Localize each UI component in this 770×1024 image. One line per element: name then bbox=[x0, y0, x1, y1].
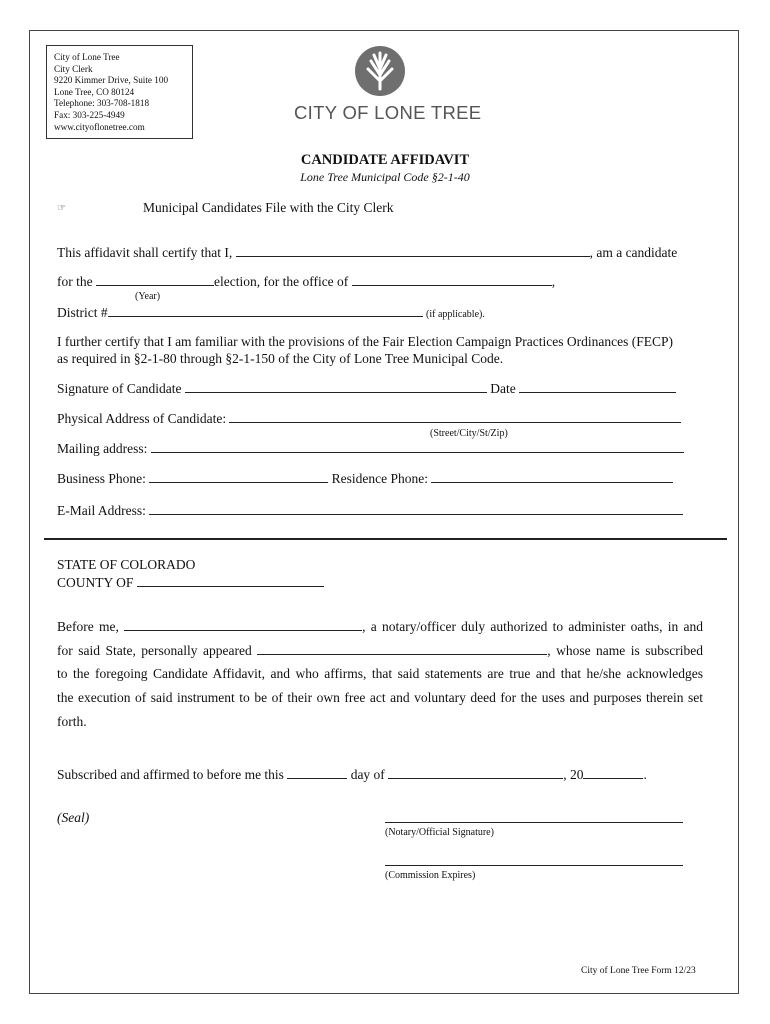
residence-phone-label: Residence Phone: bbox=[331, 471, 428, 486]
appeared-name-field[interactable] bbox=[257, 642, 547, 655]
address-line: 9220 Kimmer Drive, Suite 100 bbox=[54, 75, 169, 86]
year-field[interactable] bbox=[583, 766, 643, 779]
date-label: Date bbox=[490, 381, 516, 396]
notary-signature-field[interactable] bbox=[385, 822, 683, 823]
address-line: Lone Tree, CO 80124 bbox=[54, 86, 135, 97]
county-label: COUNTY OF bbox=[57, 575, 134, 590]
commission-expires-field[interactable] bbox=[385, 865, 683, 866]
district-field[interactable] bbox=[108, 304, 423, 317]
election-office-label: election, for the office of bbox=[213, 274, 349, 289]
candidate-name-field[interactable] bbox=[236, 244, 590, 257]
year-hint: (Year) bbox=[135, 291, 161, 302]
county-field[interactable] bbox=[137, 574, 324, 587]
election-line bbox=[57, 273, 555, 290]
certify-prefix: This affidavit shall certify that I, bbox=[57, 245, 233, 260]
business-phone-field[interactable] bbox=[149, 470, 328, 483]
if-applicable-hint: (if applicable). bbox=[426, 309, 485, 320]
page-subtitle: Lone Tree Municipal Code §2-1-40 bbox=[300, 170, 470, 184]
mailing-address-label: Mailing address: bbox=[57, 441, 148, 456]
address-line: City Clerk bbox=[54, 63, 93, 74]
physical-address-label: Physical Address of Candidate: bbox=[57, 411, 227, 426]
section-divider bbox=[44, 538, 727, 540]
email-label: E-Mail Address: bbox=[57, 503, 146, 518]
mailing-address-line bbox=[57, 440, 684, 457]
email-field[interactable] bbox=[149, 502, 683, 515]
before-me-label: Before me, bbox=[57, 619, 119, 634]
subscribed-line bbox=[57, 766, 647, 783]
notary-authority-text: , a notary/officer duly authorized to administer oaths, in and bbox=[362, 619, 703, 634]
day-of-label: day of bbox=[350, 767, 385, 782]
subscribed-label: Subscribed and affirmed to before me this bbox=[57, 767, 284, 782]
date-field[interactable] bbox=[519, 380, 676, 393]
year-prefix-label: , 20 bbox=[563, 767, 584, 782]
district-label: District # bbox=[57, 305, 108, 320]
candidate-signature-field[interactable] bbox=[185, 380, 487, 393]
email-line bbox=[57, 502, 683, 519]
commission-expires-hint: (Commission Expires) bbox=[385, 870, 476, 881]
residence-phone-field[interactable] bbox=[431, 470, 673, 483]
fecp-line-2: as required in §2-1-80 through §2-1-150 of the City of Lone Tree Municipal Code. bbox=[57, 351, 504, 366]
for-said-label: for said State, personally appeared bbox=[57, 643, 252, 658]
physical-address-line bbox=[57, 410, 681, 427]
period-text: . bbox=[643, 767, 647, 782]
form-id: City of Lone Tree Form 12/23 bbox=[581, 966, 696, 976]
pointing-hand-icon: ☞ bbox=[57, 203, 66, 214]
notary-line-3: to the foregoing Candidate Affidavit, and who affirms, that said statements are true and that he/she acknowledges bbox=[57, 666, 703, 681]
business-phone-label: Business Phone: bbox=[57, 471, 146, 486]
comma-text: , bbox=[551, 274, 556, 289]
fecp-line-1: I further certify that I am familiar with the provisions of the Fair Election Campaign Practices Ordinances (FECP) bbox=[57, 334, 673, 349]
address-line: www.cityoflonetree.com bbox=[54, 121, 145, 132]
address-line: Telephone: 303-708-1818 bbox=[54, 98, 150, 109]
whose-name-text: , whose name is subscribed bbox=[547, 643, 703, 658]
county-line bbox=[57, 574, 324, 591]
address-line: Fax: 303-225-4949 bbox=[54, 109, 125, 120]
month-field[interactable] bbox=[388, 766, 563, 779]
tree-logo-icon bbox=[352, 45, 408, 102]
clerk-address-box bbox=[46, 45, 193, 139]
physical-address-field[interactable] bbox=[229, 410, 681, 423]
office-field[interactable] bbox=[352, 273, 552, 286]
notary-line-1 bbox=[57, 618, 703, 635]
certify-suffix: , am a candidate bbox=[589, 245, 678, 260]
notary-line-4: the execution of said instrument to be of their own free act and voluntary deed for the uses and purposes therein set bbox=[57, 690, 703, 705]
notary-signature-hint: (Notary/Official Signature) bbox=[385, 827, 494, 838]
notary-line-5: forth. bbox=[57, 714, 87, 729]
for-the-label: for the bbox=[57, 274, 93, 289]
notary-name-field[interactable] bbox=[124, 618, 362, 631]
election-year-field[interactable] bbox=[96, 273, 214, 286]
city-logo-text: CITY OF LONE TREE bbox=[294, 102, 482, 123]
file-instruction: Municipal Candidates File with the City Clerk bbox=[143, 200, 394, 215]
seal-label: (Seal) bbox=[57, 810, 90, 825]
district-line bbox=[57, 304, 485, 321]
phone-line bbox=[57, 470, 673, 487]
certify-line bbox=[57, 244, 677, 261]
state-label: STATE OF COLORADO bbox=[57, 557, 196, 572]
signature-label: Signature of Candidate bbox=[57, 381, 182, 396]
page-title: CANDIDATE AFFIDAVIT bbox=[300, 152, 470, 168]
notary-line-2 bbox=[57, 642, 703, 659]
day-field[interactable] bbox=[287, 766, 347, 779]
street-hint: (Street/City/St/Zip) bbox=[430, 428, 508, 439]
signature-line bbox=[57, 380, 676, 397]
address-line: City of Lone Tree bbox=[54, 52, 120, 62]
mailing-address-field[interactable] bbox=[151, 440, 684, 453]
